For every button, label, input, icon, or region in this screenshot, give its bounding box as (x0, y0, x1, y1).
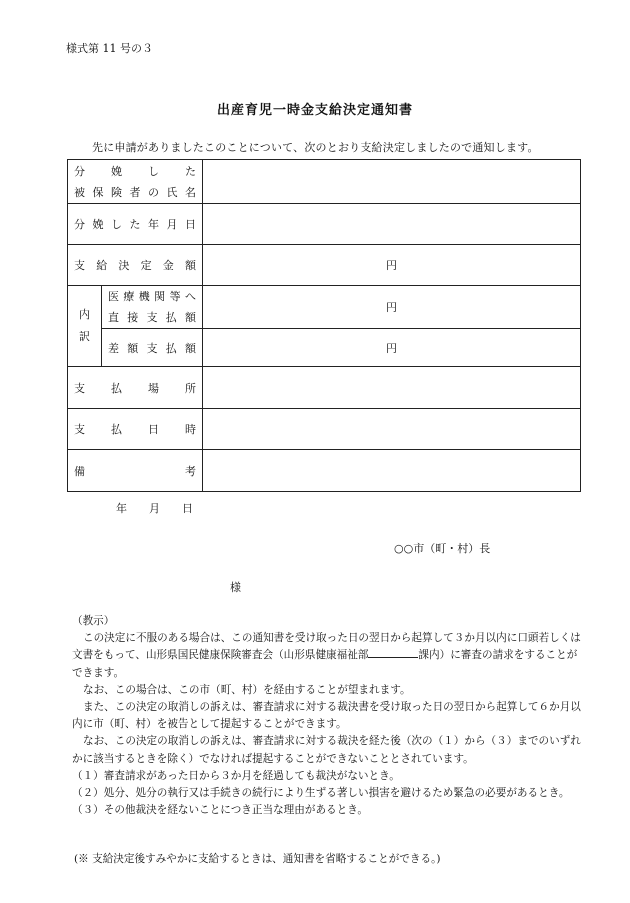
instructions-p3: また、この決定の取消しの訴えは、審査請求に対する裁決書を受け取った日の翌日から起算して６か月以内に市（町、村）を被告として提起することができます。 (72, 701, 581, 731)
char: 払 (165, 311, 177, 324)
issuer: ○○市（町・村）長 (394, 542, 491, 555)
char: 定 (140, 259, 152, 272)
char: 娩 (92, 218, 104, 231)
char: 額 (184, 259, 196, 272)
char: 直 (108, 311, 119, 324)
row-payment-place (68, 367, 581, 409)
char: 等 (169, 290, 181, 303)
difference-unit: 円 (386, 341, 397, 355)
char: 決 (118, 259, 130, 272)
row-amount (68, 245, 581, 286)
char: 分 (74, 218, 85, 231)
payment-place-value[interactable] (203, 367, 581, 409)
insured-name-label-line2 (74, 182, 196, 203)
intro-text: 先に申請がありましたこのことについて、次のとおり支給決定しましたので通知します。 (92, 141, 539, 154)
amount-unit: 円 (386, 259, 397, 272)
char: へ (184, 290, 196, 303)
remarks-value[interactable] (203, 450, 581, 492)
remarks-label (68, 450, 203, 492)
decision-table (67, 159, 581, 492)
char: 月 (166, 218, 178, 231)
birth-date-value[interactable] (203, 204, 581, 245)
instructions-p1-part1: この決定に不服のある場合は、この通知書を受け取った日の翌日から起算して３か月以内に口頭若しくは文書をもって、山形県国民健康保険審査会（山形県健康福祉部 (72, 632, 581, 662)
birth-date-label (68, 204, 203, 245)
char: し (111, 218, 122, 231)
char: 娩 (111, 164, 122, 178)
instructions-p4: なお、この決定の取消しの訴えは、審査請求に対する裁決を経た後（次の（１）から（３）までのいずれかに該当するときを除く）でなければ提起することができないこととされています。 (72, 735, 581, 765)
direct-payment-unit: 円 (386, 301, 397, 314)
char: 者 (129, 185, 141, 199)
instructions-p1 (72, 630, 582, 682)
payment-datetime-value[interactable] (203, 409, 581, 450)
char: 額 (185, 311, 196, 324)
char: し (148, 164, 159, 178)
payment-datetime-label (68, 409, 203, 450)
char: 額 (127, 341, 139, 355)
instructions-item: （１）審査請求があった日から３か月を経過しても裁決がないとき。 (72, 769, 400, 782)
row-direct-payment (68, 286, 581, 329)
char: 支 (146, 311, 158, 324)
char: 接 (127, 311, 139, 324)
row-difference (68, 329, 581, 367)
char: 医 (108, 290, 119, 303)
row-birth-date (68, 204, 581, 245)
char: 払 (111, 381, 122, 395)
instructions-p2: なお、この場合は、この市（町、村）を経由することが望まれます。 (83, 683, 411, 696)
char: 日 (148, 423, 159, 436)
row-insured-name (68, 160, 581, 204)
char: 備 (74, 464, 85, 478)
char: 差 (108, 341, 119, 355)
char: 分 (74, 164, 85, 178)
char: 日 (185, 218, 196, 231)
char: 内 (79, 308, 90, 321)
document-title: 出産育児一時金支給決定通知書 (216, 103, 413, 118)
char: 払 (165, 341, 177, 355)
direct-payment-value[interactable] (203, 286, 581, 329)
char: 支 (74, 381, 85, 395)
char: た (129, 218, 141, 231)
char: 額 (185, 341, 196, 355)
char: 払 (111, 423, 122, 436)
instructions (72, 613, 582, 819)
difference-value[interactable] (203, 329, 581, 367)
char: 被 (74, 185, 85, 199)
instructions-p1-part2: 課内）に審査の請求をすることができます。 (72, 649, 578, 679)
insured-name-label (68, 160, 203, 204)
char: 場 (148, 381, 159, 395)
instructions-item: （３）その他裁決を経ないことにつき正当な理由があるとき。 (72, 804, 368, 817)
payment-place-label (68, 367, 203, 409)
char: 療 (123, 290, 135, 303)
char: 給 (96, 259, 108, 272)
char: た (185, 164, 196, 178)
amount-value[interactable] (203, 245, 581, 286)
char: 支 (74, 423, 85, 436)
date-line: 年 月 日 (116, 502, 193, 515)
addressee: 様 (230, 581, 241, 594)
char: 支 (74, 259, 85, 272)
difference-label (102, 329, 203, 367)
char: 訳 (79, 330, 90, 343)
char: 機 (138, 290, 150, 303)
footnote: (※ 支給決定後すみやかに支給するときは、通知書を省略することができる。) (74, 853, 441, 865)
row-payment-datetime (68, 409, 581, 450)
insured-name-label-line1 (74, 161, 196, 182)
char: 所 (185, 381, 196, 395)
breakdown-label (68, 286, 102, 367)
instructions-item: （２）処分、処分の執行又は手続きの続行により生ずる著しい損害を避けるため緊急の必要があるとき。 (72, 787, 570, 800)
amount-label (68, 245, 203, 286)
blank-underline (368, 647, 418, 658)
char: 険 (111, 185, 122, 199)
char: 金 (162, 259, 174, 272)
char: 考 (185, 464, 196, 478)
insured-name-value[interactable] (203, 160, 581, 204)
char: 支 (146, 341, 158, 355)
char: 保 (92, 185, 104, 199)
char: 時 (185, 423, 196, 436)
char: 関 (154, 290, 166, 303)
char: 年 (148, 218, 159, 231)
char: 氏 (166, 185, 178, 199)
char: の (148, 185, 159, 199)
row-remarks (68, 450, 581, 492)
form-number: 様式第 11 号の３ (66, 42, 153, 55)
char: 名 (185, 185, 196, 199)
direct-payment-label (102, 286, 203, 329)
instructions-heading: （教示） (72, 615, 115, 627)
